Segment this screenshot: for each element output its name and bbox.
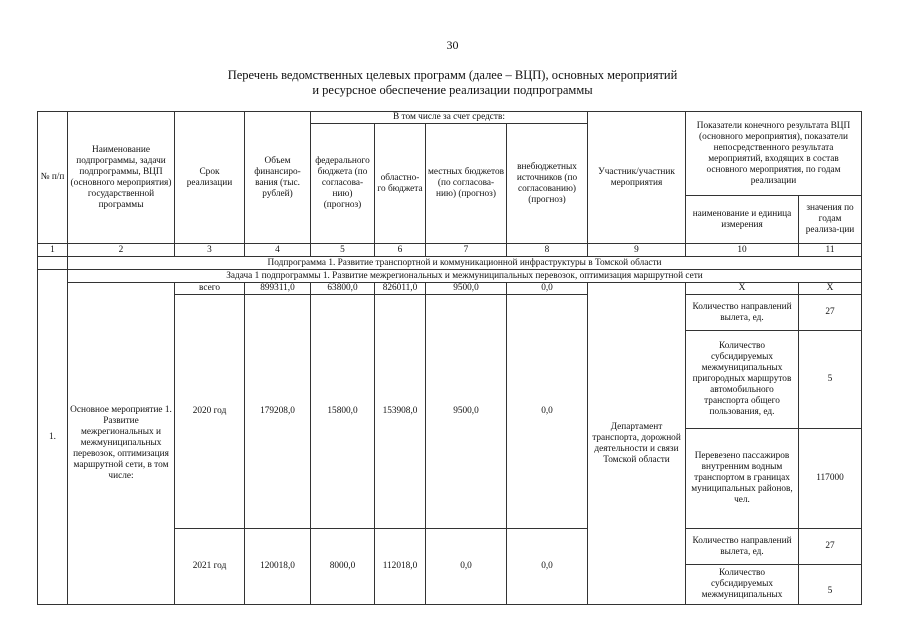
indicator-value: 5	[799, 331, 862, 429]
header-regional: областно-го бюджета	[375, 124, 426, 244]
document-title-line-2: и ресурсное обеспечение реализации подпрограммы	[312, 83, 593, 97]
total-volume: 899311,0	[245, 283, 311, 295]
indicator-name: Количество субсидируемых межмуниципальных пригородных маршрутов автомобильного транспорта общего пользования, ед.	[686, 331, 799, 429]
page-number: 30	[446, 38, 459, 52]
measure-participant: Департамент транспорта, дорожной деятельности и связи Томской области	[588, 283, 686, 605]
year-2020-volume: 179208,0	[245, 295, 311, 529]
programs-table	[37, 111, 862, 605]
column-number: 4	[245, 244, 311, 257]
total-local: 9500,0	[426, 283, 507, 295]
column-number: 9	[588, 244, 686, 257]
year-2021-volume: 120018,0	[245, 529, 311, 605]
year-2020-extra: 0,0	[507, 295, 588, 529]
total-extra: 0,0	[507, 283, 588, 295]
header-term: Срок реализации	[175, 112, 245, 244]
indicator-name: Перевезено пассажиров внутренним водным транспортом в границах муниципальных районов, чел.	[686, 429, 799, 529]
task-title: Задача 1 подпрограммы 1. Развитие межрегиональных и межмуниципальных перевозок, оптимизация маршрутной сети	[68, 270, 862, 283]
header-indicator-name: наименование и единица измерения	[686, 196, 799, 244]
total-indicator-name: Х	[686, 283, 799, 295]
year-2021-local: 0,0	[426, 529, 507, 605]
measure-number: 1.	[38, 270, 68, 605]
header-name: Наименование подпрограммы, задачи подпрограммы, ВЦП (основного мероприятия) государственной программы	[68, 112, 175, 244]
column-number: 1	[38, 244, 68, 257]
header-volume: Объем финансиро-вания (тыс. рублей)	[245, 112, 311, 244]
total-row	[38, 283, 862, 295]
year-2021-extra: 0,0	[507, 529, 588, 605]
column-number: 11	[799, 244, 862, 257]
column-number: 7	[426, 244, 507, 257]
document-title	[0, 68, 905, 98]
column-number: 5	[311, 244, 375, 257]
measure-name: Основное мероприятие 1. Развитие межрегиональных и межмуниципальных перевозок, оптимизация маршрутной сети, в том числе:	[68, 283, 175, 605]
header-extra: внебюджетных источников (по согласованию) (прогноз)	[507, 124, 588, 244]
column-number: 2	[68, 244, 175, 257]
year-2020-federal: 15800,0	[311, 295, 375, 529]
indicator-value: 27	[799, 529, 862, 565]
indicator-name: Количество направлений вылета, ед.	[686, 295, 799, 331]
year-2020-local: 9500,0	[426, 295, 507, 529]
indicator-name: Количество направлений вылета, ед.	[686, 529, 799, 565]
column-number: 3	[175, 244, 245, 257]
column-number: 8	[507, 244, 588, 257]
header-indicator-value: значения по годам реализа-ции	[799, 196, 862, 244]
year-2021-regional: 112018,0	[375, 529, 426, 605]
indicator-value: 27	[799, 295, 862, 331]
header-including: В том числе за счет средств:	[311, 112, 588, 124]
total-federal: 63800,0	[311, 283, 375, 295]
total-regional: 826011,0	[375, 283, 426, 295]
total-indicator-value: Х	[799, 283, 862, 295]
year-2021-federal: 8000,0	[311, 529, 375, 605]
indicator-value: 117000	[799, 429, 862, 529]
column-numbers-row	[38, 244, 862, 257]
year-2020-regional: 153908,0	[375, 295, 426, 529]
header-indicators: Показатели конечного результата ВЦП (основного мероприятия), показатели непосредственного результата мероприятий, входящих в состав основного мероприятия, по годам реализации	[686, 112, 862, 196]
year-2020-term: 2020 год	[175, 295, 245, 529]
header-federal: федерального бюджета (по согласова-нию) (прогноз)	[311, 124, 375, 244]
header-local: местных бюджетов (по согласова-нию) (прогноз)	[426, 124, 507, 244]
header-participant: Участник/участник мероприятия	[588, 112, 686, 244]
year-2021-term: 2021 год	[175, 529, 245, 605]
total-term: всего	[175, 283, 245, 295]
indicator-name: Количество субсидируемых межмуниципальных	[686, 565, 799, 605]
indicator-value: 5	[799, 565, 862, 605]
header-num: № п/п	[38, 112, 68, 244]
column-number: 6	[375, 244, 426, 257]
column-number: 10	[686, 244, 799, 257]
subprogram-title: Подпрограмма 1. Развитие транспортной и коммуникационной инфраструктуры в Томской области	[68, 257, 862, 270]
document-title-line-1: Перечень ведомственных целевых программ (далее – ВЦП), основных мероприятий	[227, 68, 678, 82]
